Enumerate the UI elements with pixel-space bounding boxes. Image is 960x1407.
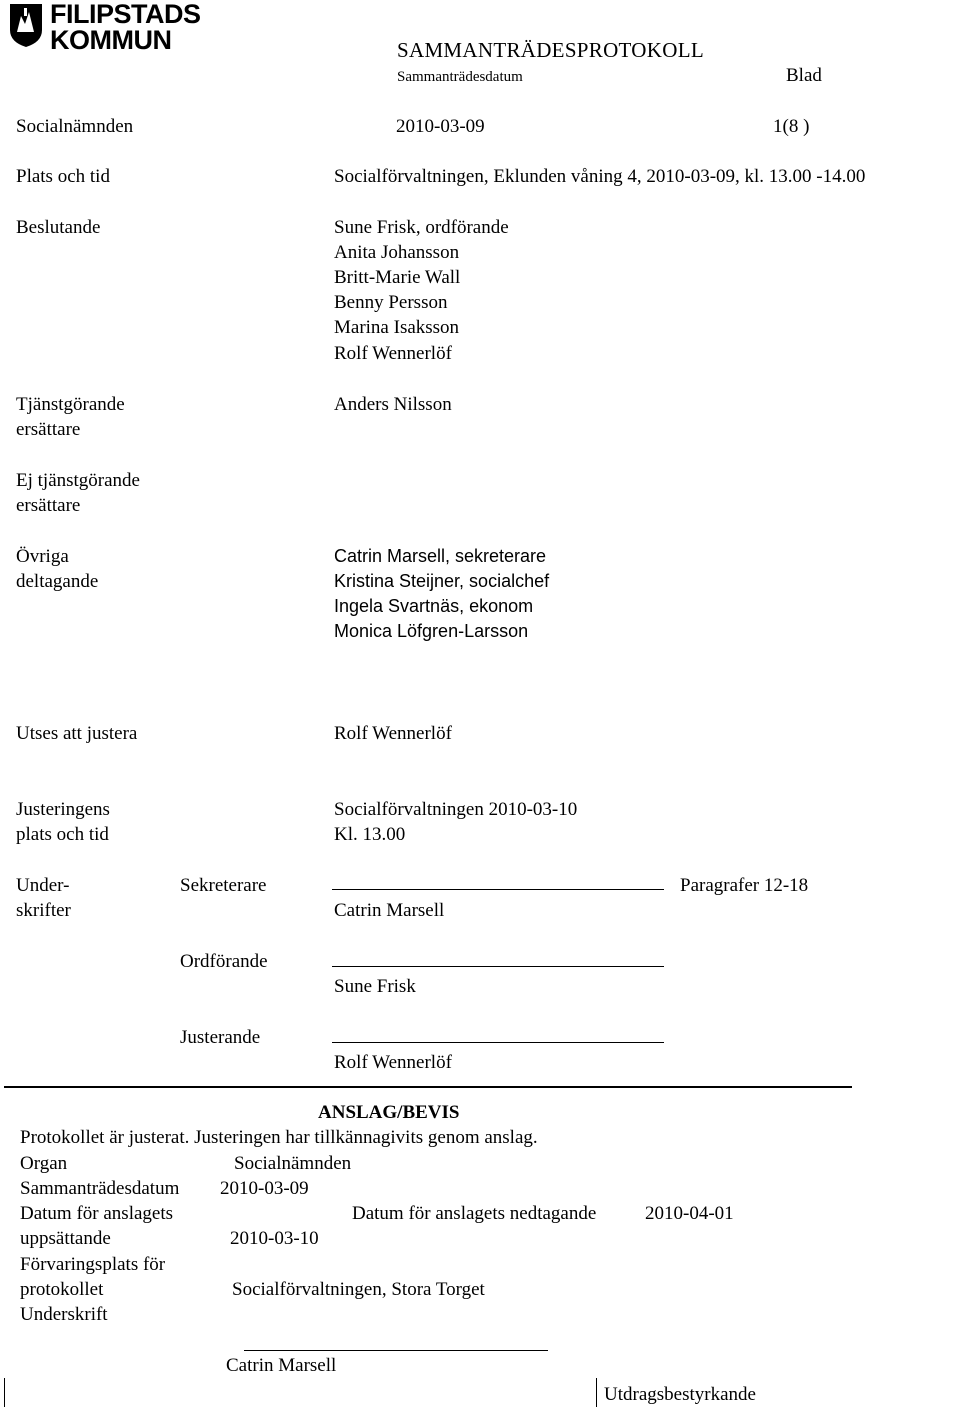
- municipality-logo: [8, 2, 208, 54]
- substitute-name: Anders Nilsson: [334, 394, 452, 415]
- removed-date: 2010-04-01: [645, 1203, 734, 1224]
- signatures-label-line1: Under-: [16, 875, 70, 896]
- adjuster-signature-line: [332, 1042, 664, 1043]
- non-serving-label-line1: Ej tjänstgörande: [16, 470, 140, 491]
- logo-text-line2: KOMMUN: [50, 25, 172, 55]
- page-number: 1(8 ): [773, 116, 810, 137]
- adjuster-name: Rolf Wennerlöf: [334, 723, 452, 744]
- signatures-label-line2: skrifter: [16, 900, 71, 921]
- secretary-name: Catrin Marsell: [334, 900, 445, 921]
- notice-signature-line: [244, 1350, 548, 1351]
- meeting-date-label: Sammanträdesdatum: [397, 69, 523, 85]
- deciding-member: Benny Persson: [334, 292, 448, 313]
- removed-label: Datum för anslagets nedtagande: [352, 1203, 597, 1224]
- extract-certification: Utdragsbestyrkande: [604, 1384, 756, 1405]
- secretary-role: Sekreterare: [180, 875, 267, 896]
- adjustment-time: Kl. 13.00: [334, 824, 406, 845]
- substitutes-label-line1: Tjänstgörande: [16, 394, 125, 415]
- protocol-title: SAMMANTRÄDESPROTOKOLL: [397, 38, 704, 62]
- organ-label: Organ: [20, 1153, 68, 1174]
- footer-divider: [596, 1378, 597, 1407]
- deciding-member: Sune Frisk, ordförande: [334, 217, 509, 238]
- meeting-date: 2010-03-09: [396, 116, 485, 137]
- adjuster-role: Justerande: [180, 1027, 261, 1048]
- storage-value: Socialförvaltningen, Stora Torget: [232, 1279, 485, 1300]
- storage-label-line2: protokollet: [20, 1279, 104, 1300]
- posted-label-line1: Datum för anslagets: [20, 1203, 174, 1224]
- adjuster-signature-name: Rolf Wennerlöf: [334, 1052, 452, 1073]
- committee-name: Socialnämnden: [16, 116, 134, 137]
- posted-date: 2010-03-10: [230, 1228, 319, 1249]
- notice-meeting-date-label: Sammanträdesdatum: [20, 1178, 180, 1199]
- organ-value: Socialnämnden: [234, 1153, 352, 1174]
- notice-signature-name: Catrin Marsell: [226, 1355, 337, 1376]
- logo-text-line1: FILIPSTADS: [50, 0, 201, 29]
- other-participant: Monica Löfgren-Larsson: [334, 621, 529, 641]
- deciding-member: Marina Isaksson: [334, 317, 460, 338]
- deciding-label: Beslutande: [16, 217, 101, 238]
- deciding-member: Rolf Wennerlöf: [334, 343, 452, 364]
- posted-label-line2: uppsättande: [20, 1228, 111, 1249]
- other-participant: Ingela Svartnäs, ekonom: [334, 596, 534, 616]
- notice-intro: Protokollet är justerat. Justeringen har tillkännagivits genom anslag.: [20, 1127, 538, 1148]
- deciding-member: Britt-Marie Wall: [334, 267, 461, 288]
- other-participant: Catrin Marsell, sekreterare: [334, 546, 547, 566]
- page-label: Blad: [786, 65, 822, 86]
- place-label: Plats och tid: [16, 166, 110, 187]
- other-participant: Kristina Steijner, socialchef: [334, 571, 550, 591]
- deciding-member: Anita Johansson: [334, 242, 460, 263]
- adjustment-place: Socialförvaltningen 2010-03-10: [334, 799, 578, 820]
- footer-left-border: [4, 1378, 5, 1407]
- storage-label-line1: Förvaringsplats för: [20, 1254, 166, 1275]
- notice-title: ANSLAG/BEVIS: [318, 1102, 460, 1123]
- notice-divider: [4, 1086, 852, 1088]
- signature-label: Underskrift: [20, 1304, 108, 1325]
- paragraphs: Paragrafer 12-18: [680, 875, 809, 896]
- non-serving-label-line2: ersättare: [16, 495, 81, 516]
- notice-meeting-date-value: 2010-03-09: [220, 1178, 309, 1199]
- chair-name: Sune Frisk: [334, 976, 416, 997]
- secretary-signature-line: [332, 889, 664, 890]
- substitutes-label-line2: ersättare: [16, 419, 81, 440]
- adjustment-label-line2: plats och tid: [16, 824, 109, 845]
- adjuster-label: Utses att justera: [16, 723, 138, 744]
- place-value: Socialförvaltningen, Eklunden våning 4, 2010-03-09, kl. 13.00 -14.00: [334, 166, 866, 187]
- others-label-line1: Övriga: [16, 546, 69, 567]
- adjustment-label-line1: Justeringens: [16, 799, 110, 820]
- coat-of-arms-icon: [8, 2, 44, 48]
- others-label-line2: deltagande: [16, 571, 99, 592]
- chair-signature-line: [332, 966, 664, 967]
- chair-role: Ordförande: [180, 951, 268, 972]
